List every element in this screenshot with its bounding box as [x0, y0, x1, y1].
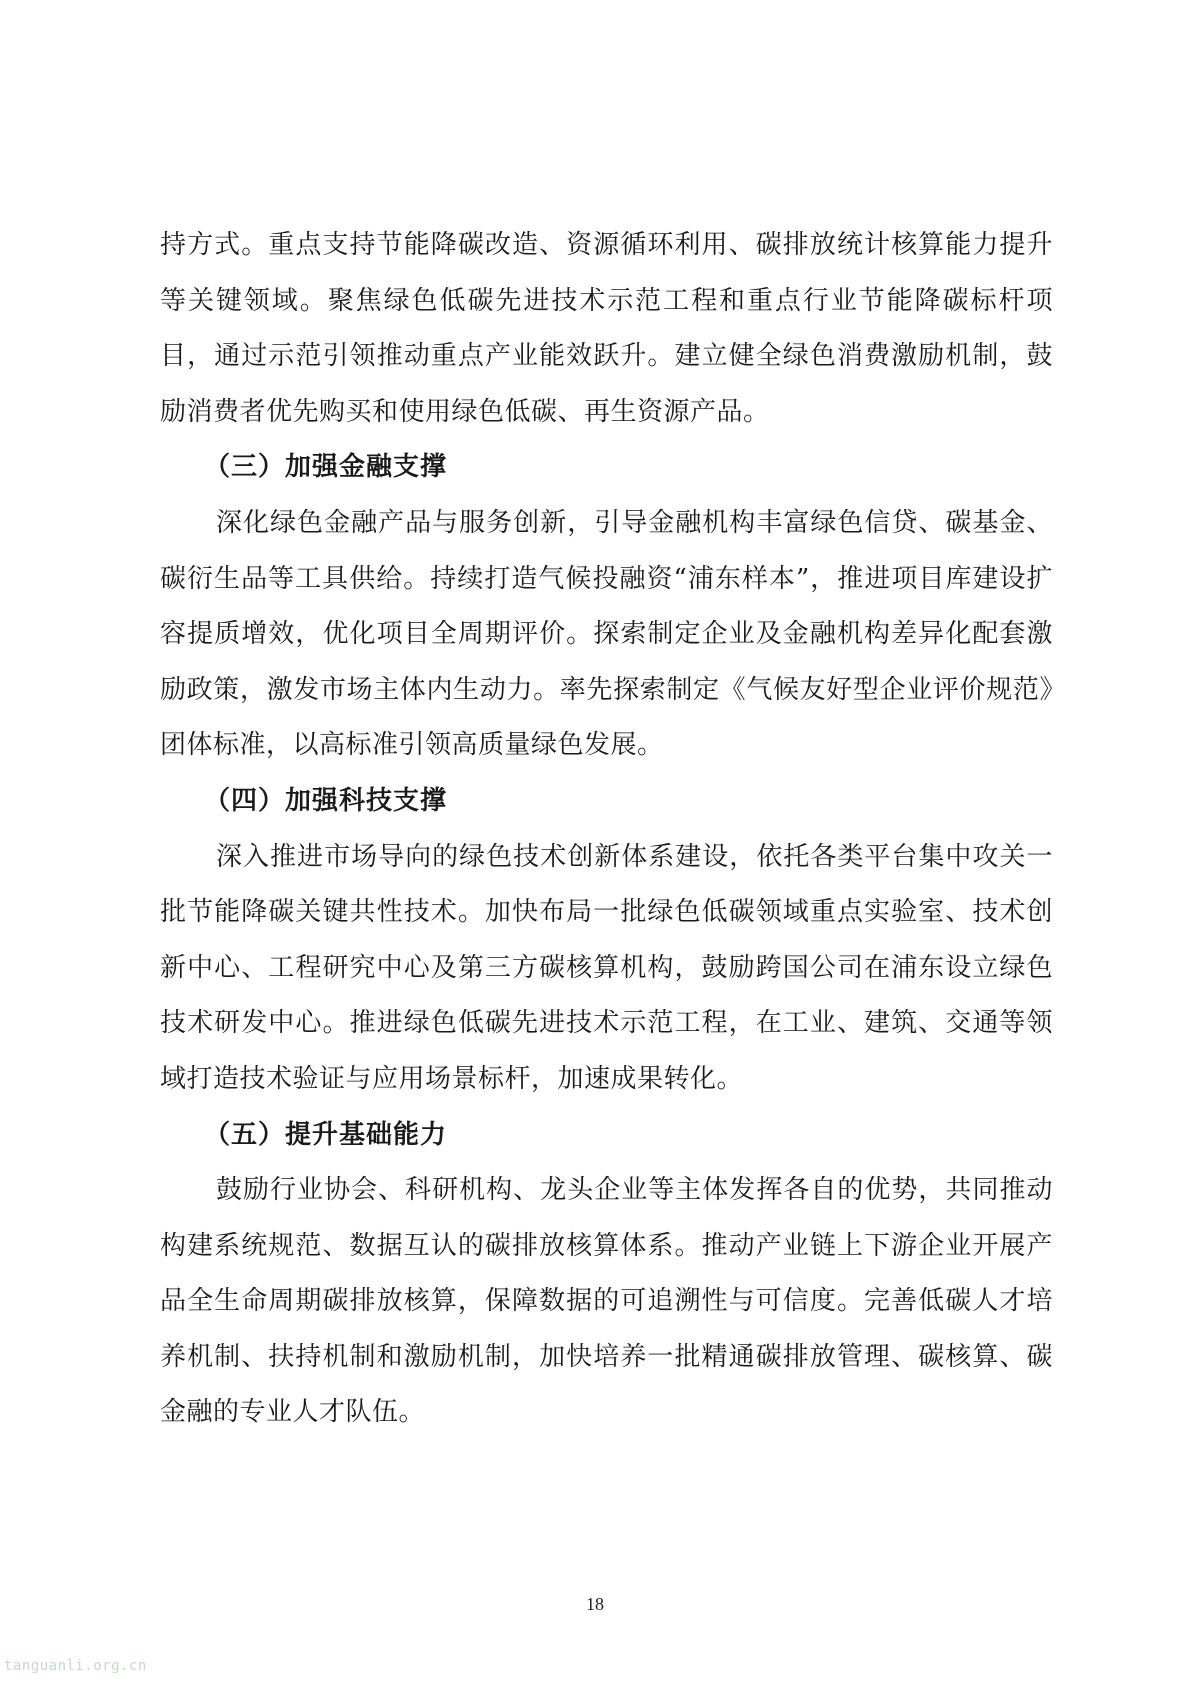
document-body: [160, 218, 1053, 1441]
page-number: 18: [586, 1594, 604, 1614]
body-paragraph-2: 深化绿色金融产品与服务创新，引导金融机构丰富绿色信贷、碳基金、碳衍生品等工具供给。持续打造气候投融资“浦东样本”，推进项目库建设扩容提质增效，优化项目全周期评价。探索制定企业及金融机构差异化配套激励政策，激发市场主体内生动力。率先探索制定《气候友好型企业评价规范》团体标准，以高标准引领高质量绿色发展。: [160, 507, 1053, 761]
watermark-text: tanguanli.org.cn: [4, 1658, 147, 1674]
body-paragraph-4: 鼓励行业协会、科研机构、龙头企业等主体发挥各自的优势，共同推动构建系统规范、数据互认的碳排放核算体系。推动产业链上下游企业开展产品全生命周期碳排放核算，保障数据的可追溯性与可信度。完善低碳人才培养机制、扶持机制和激励机制，加快培养一批精通碳排放管理、碳核算、碳金融的专业人才队伍。: [160, 1175, 1053, 1428]
section-heading-5: （五）提升基础能力: [204, 1119, 448, 1150]
section-heading-3: （三）加强金融支撑: [204, 452, 448, 483]
body-paragraph-3: 深入推进市场导向的绿色技术创新体系建设，依托各类平台集中攻关一批节能降碳关键共性技术。加快布局一批绿色低碳领域重点实验室、技术创新中心、工程研究中心及第三方碳核算机构，鼓励跨国公司在浦东设立绿色技术研发中心。推进绿色低碳先进技术示范工程，在工业、建筑、交通等领域打造技术验证与应用场景标杆，加速成果转化。: [160, 841, 1053, 1094]
section-heading-4: （四）加强科技支撑: [204, 785, 448, 816]
body-paragraph-1: 持方式。重点支持节能降碳改造、资源循环利用、碳排放统计核算能力提升等关键领域。聚焦绿色低碳先进技术示范工程和重点行业节能降碳标杆项目，通过示范引领推动重点产业能效跃升。建立健全绿色消费激励机制，鼓励消费者优先购买和使用绿色低碳、再生资源产品。: [160, 230, 1053, 427]
